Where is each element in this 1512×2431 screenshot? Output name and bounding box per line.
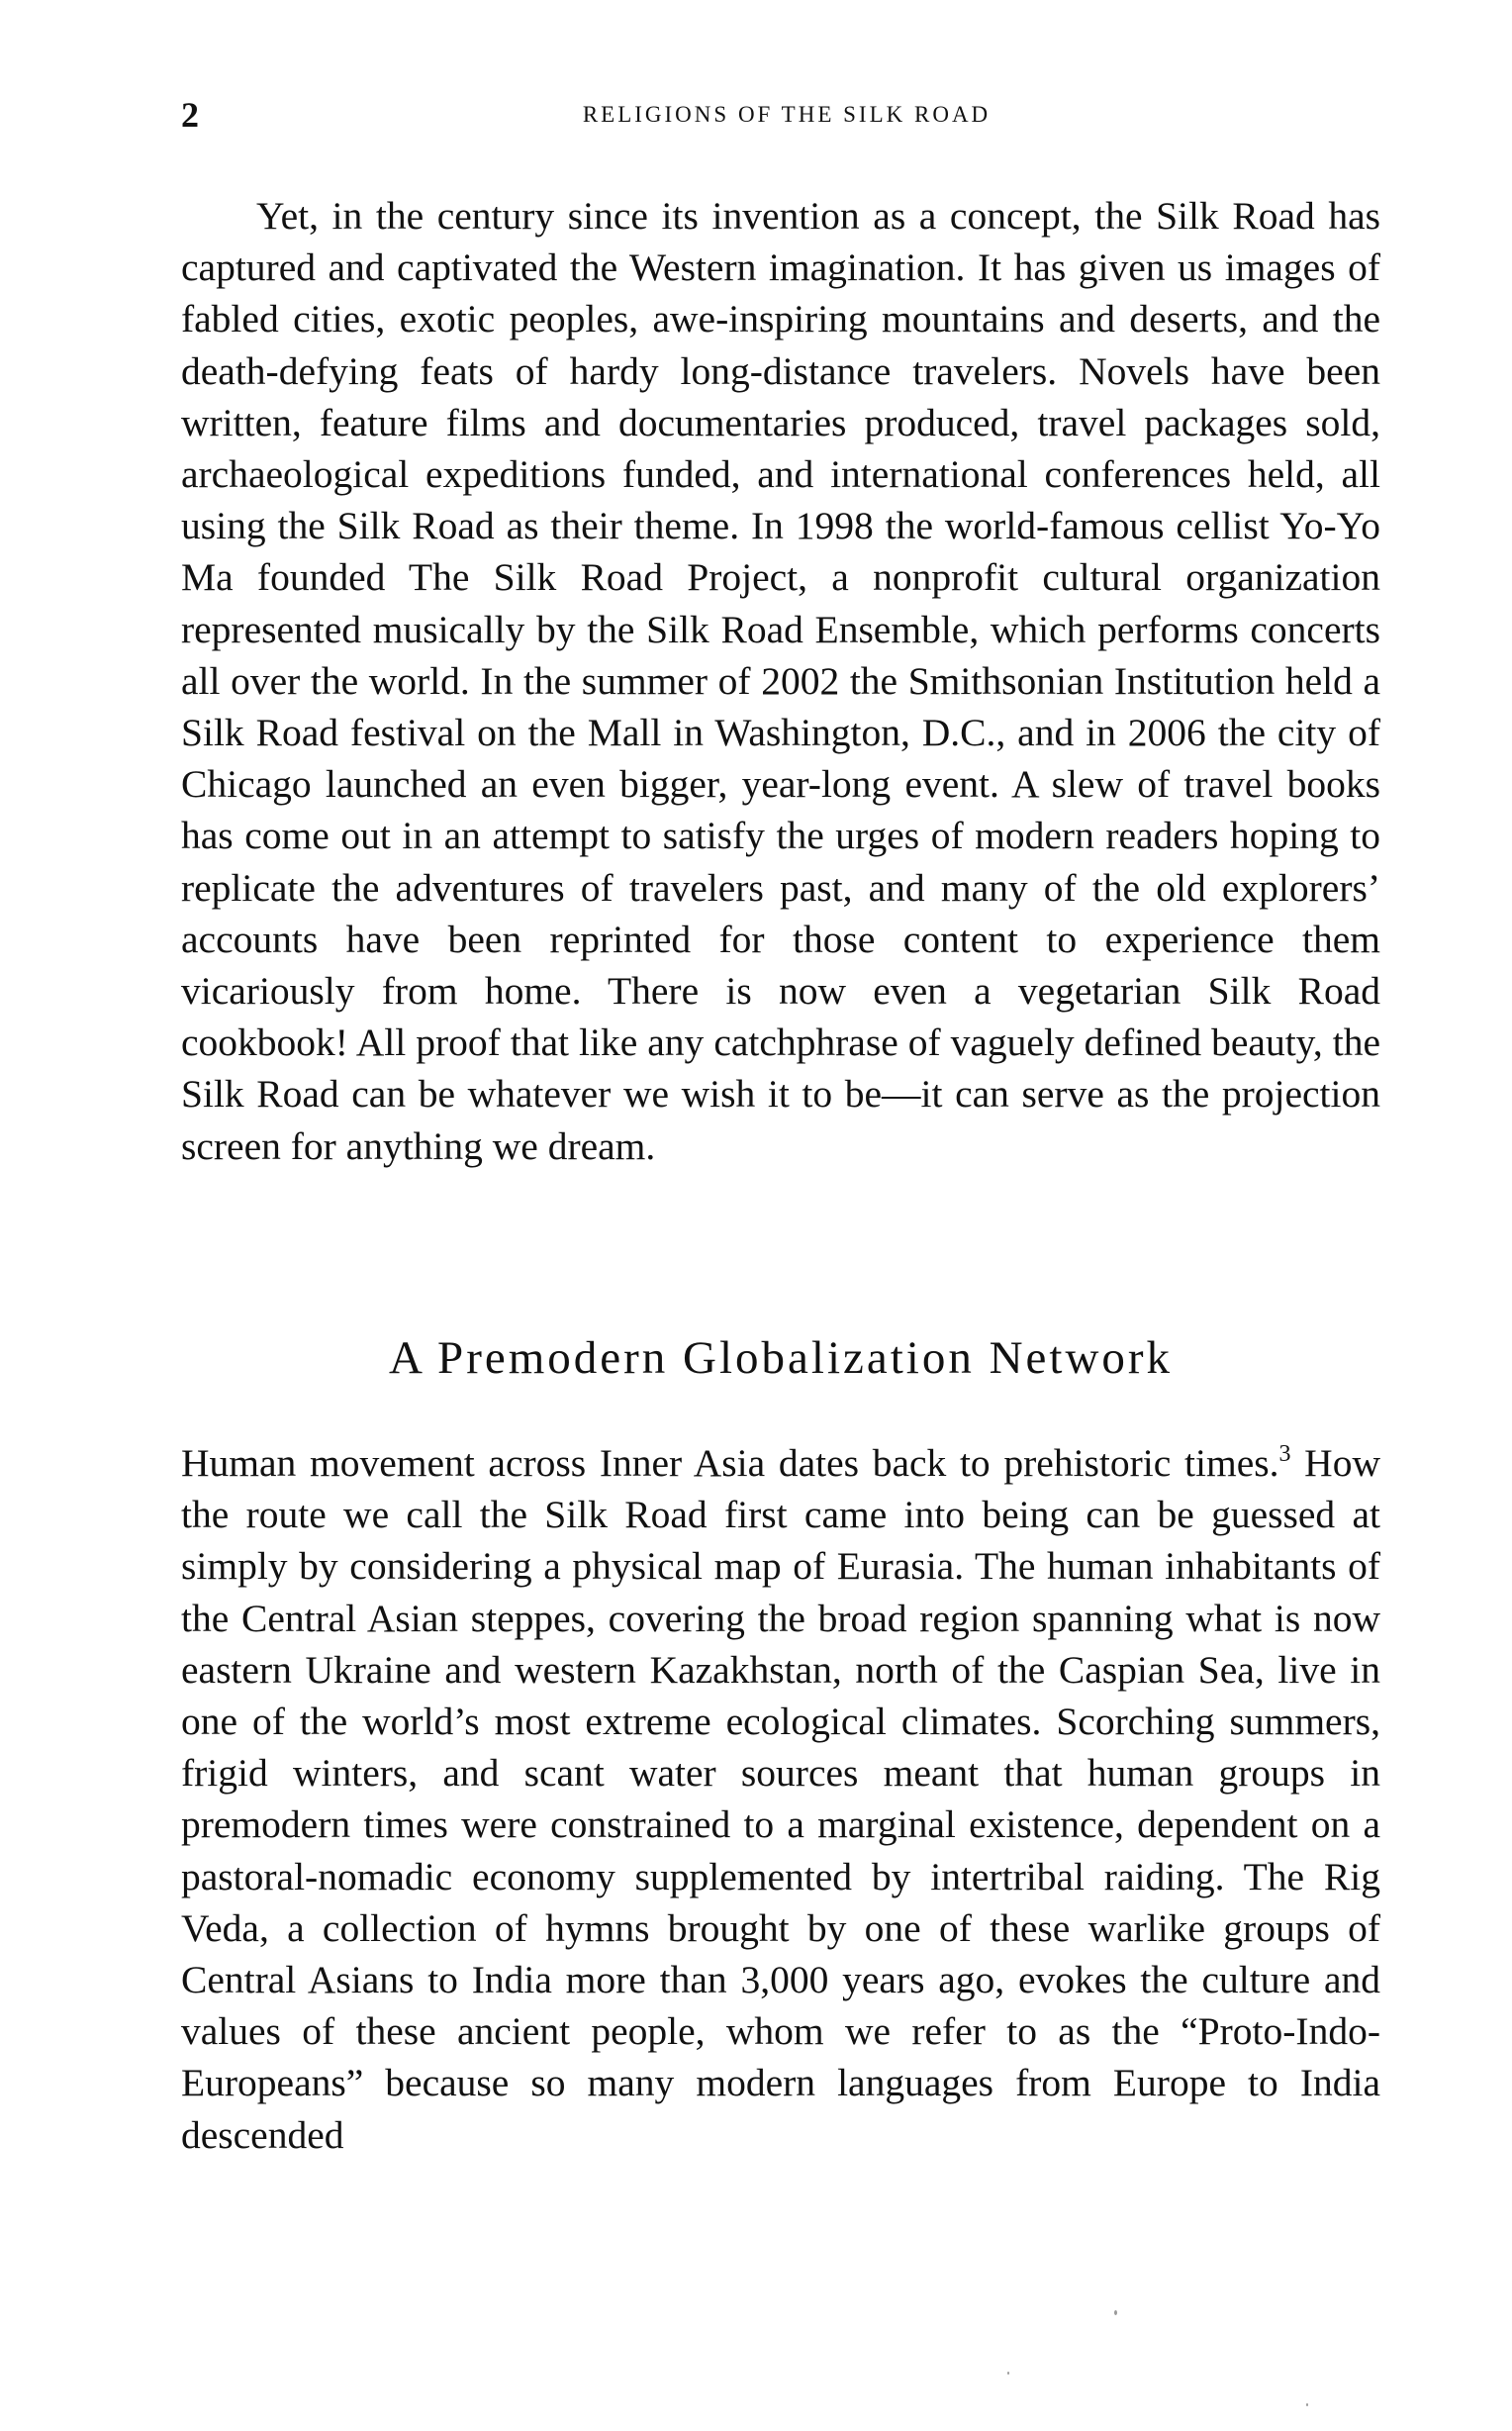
scan-speck <box>1007 2372 1009 2375</box>
paragraph-silk-road-imagination: Yet, in the century since its invention as a concept, the Silk Road has captured and captivated the Western imagination. It has given us images of fabled cities, exotic peoples, awe-inspiring mountains and deserts, and the death-defying feats of hardy long-distance travelers. Novels have been written, feature films and documentaries produced, travel packages sold, archaeological expeditions funded, and international conferences held, all using the Silk Road as their theme. In 1998 the world-famous cellist Yo-Yo Ma founded The Silk Road Project, a nonprofit cultural organization represented musically by the Silk Road Ensemble, which performs concerts all over the world. In the summer of 2002 the Smithsonian Institution held a Silk Road festival on the Mall in Washington, D.C., and in 2006 the city of Chicago launched an even bigger, year-long event. A slew of travel books has come out in an attempt to satisfy the urges of modern readers hoping to replicate the adventures of travelers past, and many of the old explorers’ accounts have been reprinted for those content to experience them vicariously from home. There is now even a vegetarian Silk Road cookbook! All proof that like any catchphrase of vaguely defined beauty, the Silk Road can be whatever we wish it to be—it can serve as the projection screen for anything we dream. <box>181 194 1380 1168</box>
page-number: 2 <box>181 95 199 135</box>
paragraph-start: Human movement across Inner Asia dates back to prehistoric times. <box>181 1441 1279 1485</box>
footnote-reference: 3 <box>1278 1441 1291 1467</box>
running-title: RELIGIONS OF THE SILK ROAD <box>582 102 992 127</box>
scan-speck <box>1114 2310 1117 2315</box>
scan-speck <box>1306 2403 1308 2406</box>
paragraph-premodern-network <box>181 1437 1380 2161</box>
section-heading: A Premodern Globalization Network <box>388 1332 1174 1384</box>
paragraph-rest: How the route we call the Silk Road first came into being can be guessed at simply by considering a physical map of Eurasia. The human inhabitants of the Central Asian steppes, covering the broad region spanning what is now eastern Ukraine and western Kazakhstan, north of the Caspian Sea, live in one of the world’s most extreme ecological climates. Scorching summers, frigid winters, and scant water sources meant that human groups in premodern times were constrained to a marginal existence, dependent on a pastoral-nomadic economy supplemented by intertribal raiding. The Rig Veda, a collection of hymns brought by one of these warlike groups of Central Asians to India more than 3,000 years ago, evokes the culture and values of these ancient people, whom we refer to as the “Proto-Indo-Europeans” because so many modern languages from Europe to India descended <box>181 1441 1380 2157</box>
running-head <box>181 91 1380 139</box>
